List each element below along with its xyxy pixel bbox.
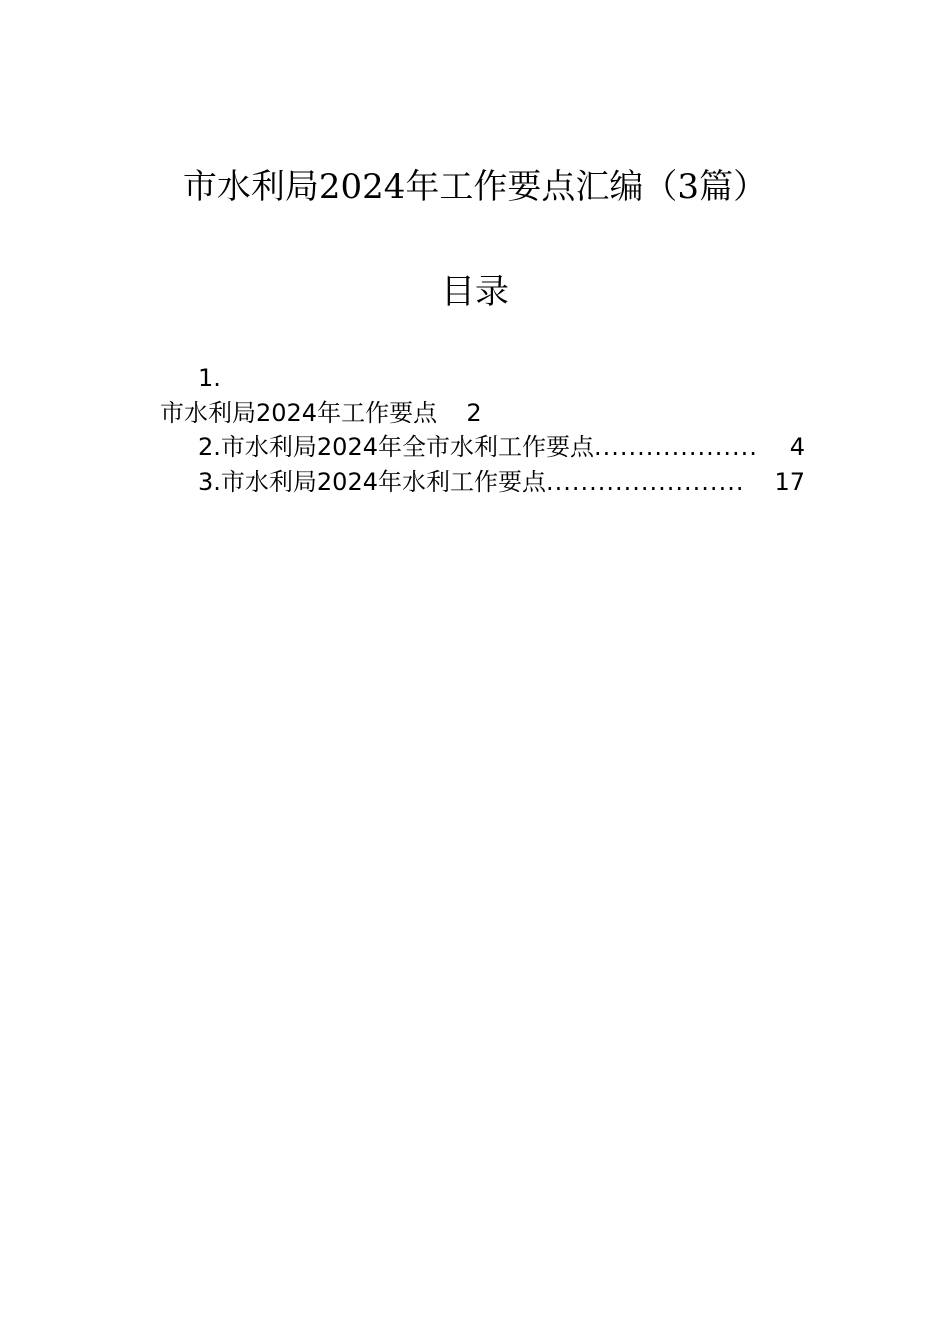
toc-entry-title: 市水利局2024年水利工作要点: [220, 468, 546, 496]
toc-entry-page: 17: [774, 468, 805, 496]
toc-entry-title: 市水利局2024年全市水利工作要点: [220, 433, 594, 461]
toc-entry-2[interactable]: [198, 431, 805, 463]
toc-entry-page: 2: [466, 399, 482, 427]
toc-entry-1[interactable]: [160, 397, 482, 429]
toc-entry-number: 2.: [198, 433, 221, 461]
toc-entry-leader: .......................: [545, 468, 745, 496]
toc-entry-page: 4: [789, 433, 805, 461]
toc-entry-1-number[interactable]: [198, 362, 221, 394]
toc-entry-number: 3.: [198, 468, 221, 496]
toc-entry-3[interactable]: [198, 466, 805, 498]
toc-entry-number: 1.: [198, 364, 221, 392]
toc-entry-leader: ...................: [593, 433, 758, 461]
toc-heading: 目录: [441, 272, 509, 312]
toc-entry-title: 市水利局2024年工作要点: [160, 399, 438, 427]
document-title: 市水利局2024年工作要点汇编（3篇）: [182, 167, 768, 207]
